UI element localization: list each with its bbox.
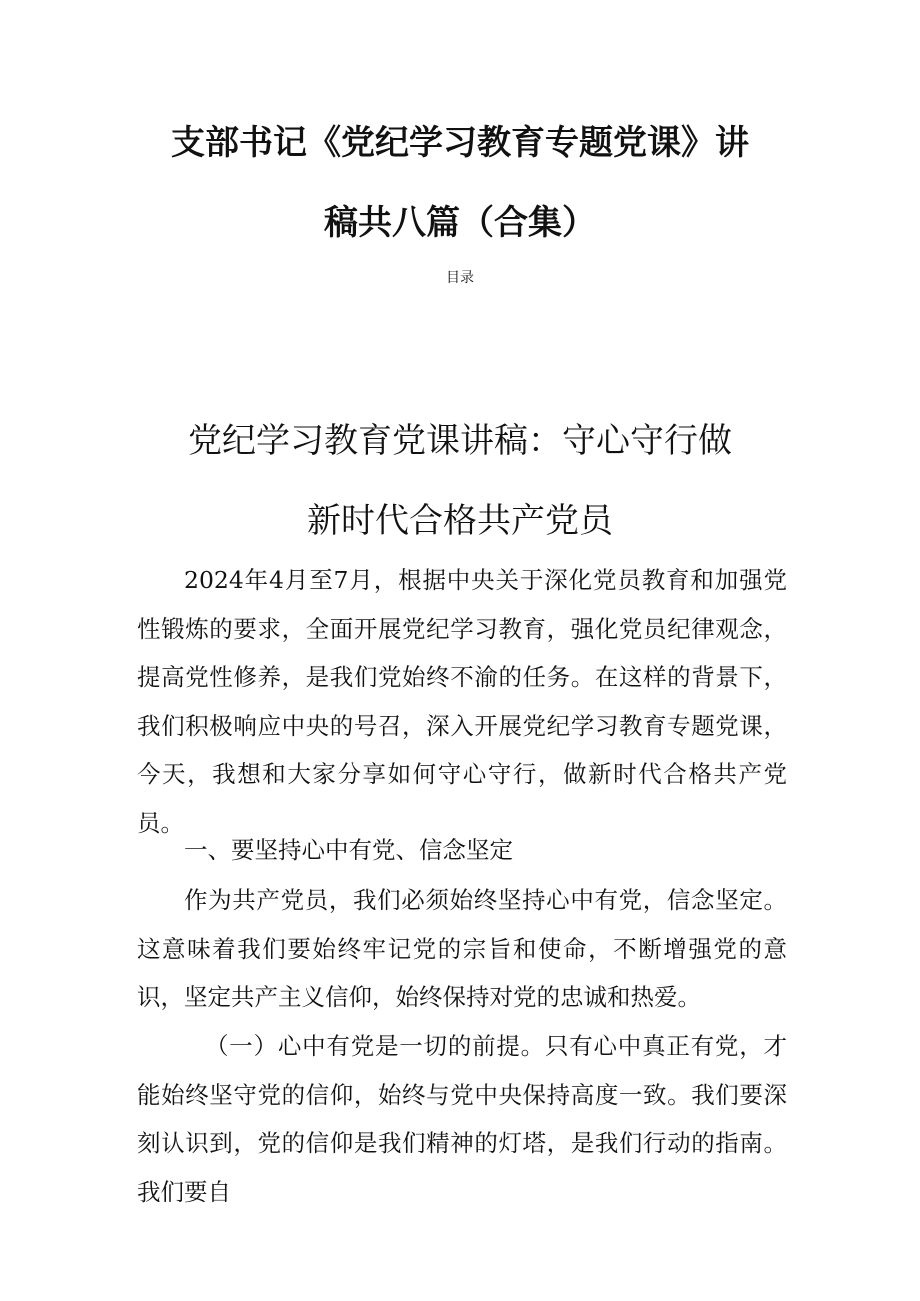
paragraph-section-1: 作为共产党员，我们必须始终坚持心中有党，信念坚定。这意味着我们要始终牢记党的宗旨和使命，不断增强党的意识，坚定共产主义信仰，始终保持对党的忠诚和热爱。 [137,886,787,1011]
paragraph-subsection-1: （一）心中有党是一切的前提。只有心中真正有党，才能始终坚守党的信仰，始终与党中央保持高度一致。我们要深刻认识到，党的信仰是我们精神的灯塔，是我们行动的指南。我们要自 [137,1032,787,1206]
section-heading-1: 一、要坚持心中有党、信念坚定 [184,836,513,864]
article-title-line-2: 新时代合格共产党员 [307,501,613,541]
document-title-line-1: 支部书记《党纪学习教育专题党课》讲 [171,123,749,163]
toc-label: 目录 [446,270,474,286]
paragraph-intro: 2024年4月至7月，根据中央关于深化党员教育和加强党性锻炼的要求，全面开展党纪学习教育，强化党员纪律观念，提高党性修养，是我们党始终不渝的任务。在这样的背景下，我们积极响应中央的号召，深入开展党纪学习教育专题党课，今天，我想和大家分享如何守心守行，做新时代合格共产党员。 [137,566,787,837]
article-title-line-1: 党纪学习教育党课讲稿：守心守行做 [188,421,732,461]
document-title-line-2: 稿共八篇（合集） [324,203,596,243]
